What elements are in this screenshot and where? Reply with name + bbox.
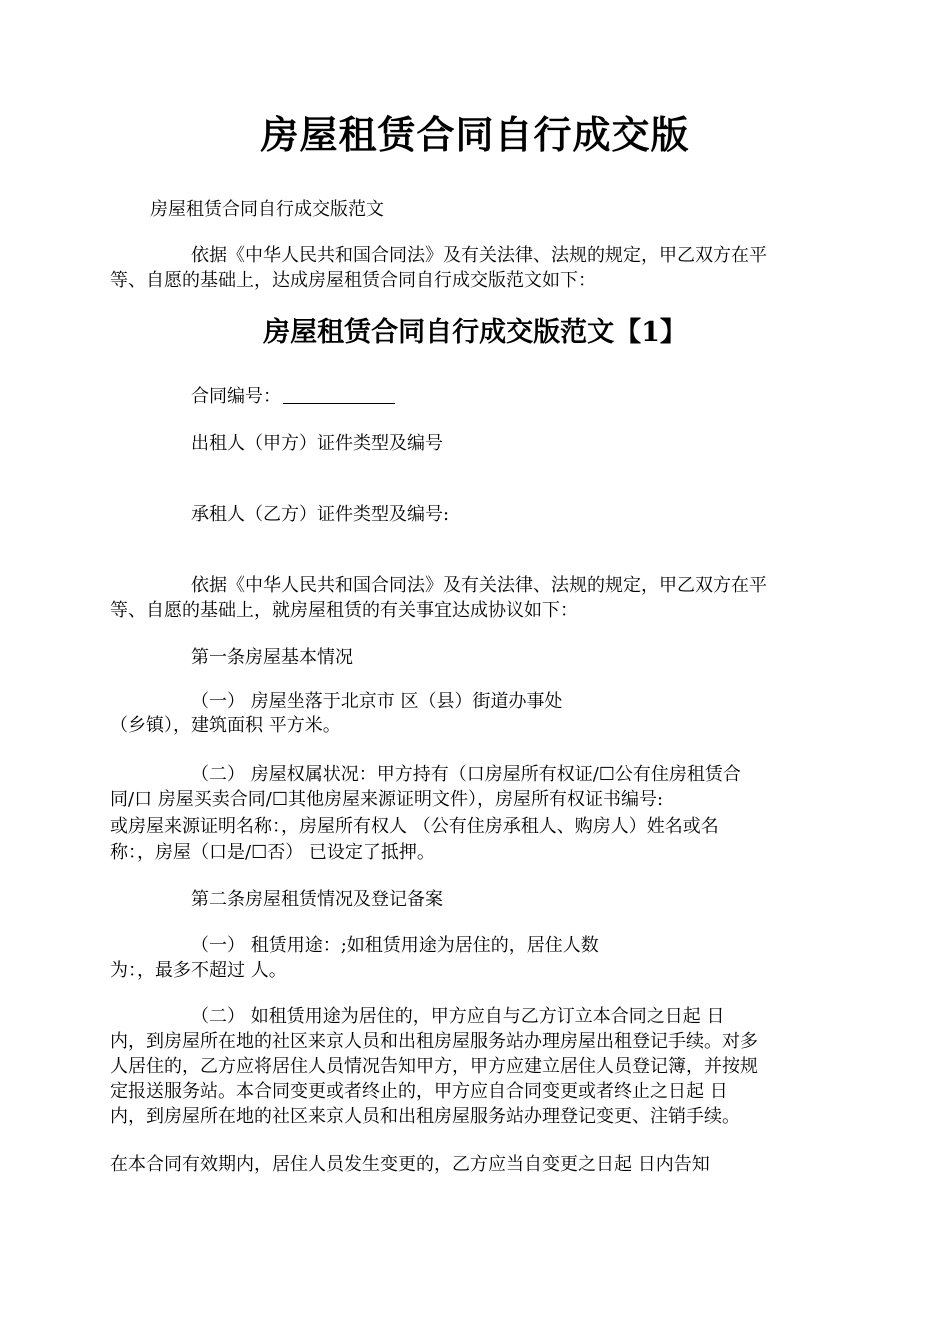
article-1-title: 第一条房屋基本情况 bbox=[191, 647, 353, 668]
intro-text: 房屋租赁合同自行成交版范文 bbox=[150, 199, 384, 220]
article-2-2-line-5: 内，到房屋所在地的社区来京人员和出租房屋服务站办理登记变更、注销手续。 bbox=[110, 1106, 740, 1127]
last-line: 在本合同有效期内，居住人员发生变更的，乙方应当自变更之日起 日内告知 bbox=[110, 1154, 710, 1175]
contract-number-blank bbox=[283, 385, 395, 404]
agreement-line-1: 依据《中华人民共和国合同法》及有关法律、法规的规定，甲乙双方在平 bbox=[191, 575, 767, 596]
basis-line-2: 等、自愿的基础上，达成房屋租赁合同自行成交版范文如下： bbox=[110, 270, 596, 291]
document-title: 房屋租赁合同自行成交版 bbox=[260, 112, 690, 157]
article-1-2-line-1: （二） 房屋权属状况：甲方持有（口房屋所有权证/☐公有住房租赁合 bbox=[191, 764, 741, 785]
article-2-1-line-2: 为：，最多不超过 人。 bbox=[110, 960, 287, 981]
lessor-label: 出租人（甲方）证件类型及编号 bbox=[191, 433, 443, 454]
section-title: 房屋租赁合同自行成交版范文【1】 bbox=[263, 317, 687, 348]
article-1-2-line-3: 或房屋来源证明名称：，房屋所有权人 （公有住房承租人、购房人）姓名或名 bbox=[110, 816, 719, 837]
article-2-title: 第二条房屋租赁情况及登记备案 bbox=[191, 889, 443, 910]
article-2-2-line-4: 定报送服务站。本合同变更或者终止的，甲方应自合同变更或者终止之日起 日 bbox=[110, 1081, 728, 1102]
agreement-line-2: 等、自愿的基础上，就房屋租赁的有关事宜达成协议如下： bbox=[110, 600, 578, 621]
contract-number-line bbox=[191, 384, 395, 409]
article-1-2-line-4: 称：，房屋（口是/☐否） 已设定了抵押。 bbox=[110, 842, 435, 863]
article-1-1-line-2: （乡镇），建筑面积 平方米。 bbox=[110, 715, 341, 736]
lessee-label: 承租人（乙方）证件类型及编号: bbox=[191, 504, 450, 525]
article-2-2-line-2: 内，到房屋所在地的社区来京人员和出租房屋服务站办理房屋出租登记手续。对多 bbox=[110, 1031, 758, 1052]
article-1-2-line-2: 同/口 房屋买卖合同/☐其他房屋来源证明文件），房屋所有权证书编号: bbox=[110, 789, 664, 810]
contract-number-label: 合同编号： bbox=[191, 386, 281, 407]
article-1-1-line-1: （一） 房屋坐落于北京市 区（县）街道办事处 bbox=[191, 691, 563, 712]
article-2-2-line-3: 人居住的，乙方应将居住人员情况告知甲方，甲方应建立居住人员登记簿，并按规 bbox=[110, 1056, 758, 1077]
article-2-1-line-1: （一） 租赁用途：;如租赁用途为居住的，居住人数 bbox=[191, 935, 599, 956]
basis-line-1: 依据《中华人民共和国合同法》及有关法律、法规的规定，甲乙双方在平 bbox=[191, 245, 767, 266]
article-2-2-line-1: （二） 如租赁用途为居住的，甲方应自与乙方订立本合同之日起 日 bbox=[191, 1006, 725, 1027]
